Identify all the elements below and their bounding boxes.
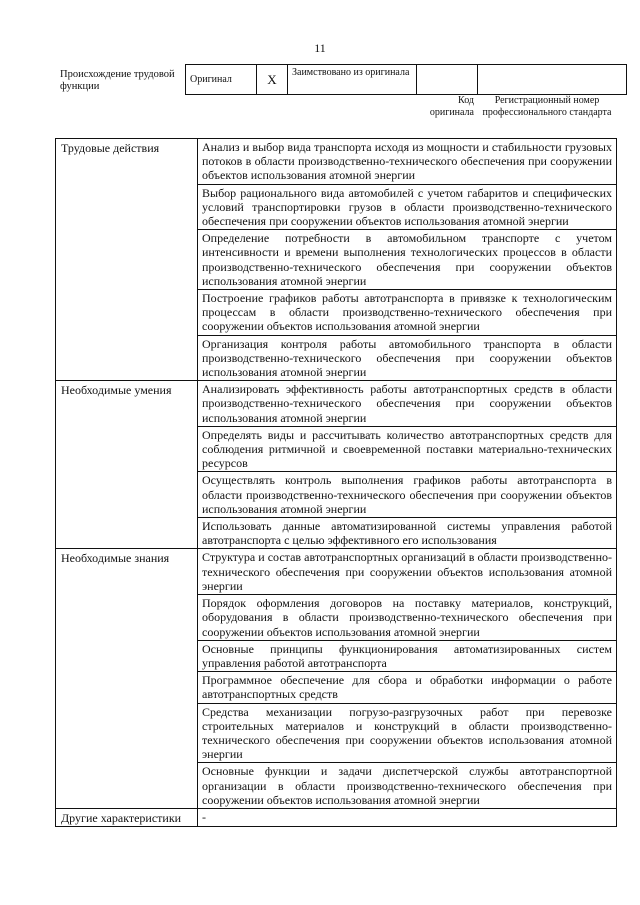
borrowed-cell: Заимствовано из оригинала <box>288 65 417 95</box>
section-label: Трудовые действия <box>56 139 198 381</box>
section-item: Осуществлять контроль выполнения графиков работы автотранспорта в области производственно-технического обеспечения при сооружении объектов использования атомной энергии <box>198 472 617 518</box>
origin-table <box>185 64 627 95</box>
section-item: Организация контроля работы автомобильного транспорта в области производственно-технического обеспечения при сооружении объектов использования атомной энергии <box>198 335 617 381</box>
original-cell: Оригинал <box>186 65 257 95</box>
reg-number-cell <box>478 65 627 95</box>
table-row <box>56 549 617 595</box>
section-item: Анализ и выбор вида транспорта исходя из мощности и стабильности грузовых потоков в области производственно-технического обеспечения при сооружении объектов использования атомной энергии <box>198 139 617 185</box>
section-item: Построение графиков работы автотранспорта в привязке к технологическим процессам в области производственно-технического обеспечения при сооружении объектов использования атомной энергии <box>198 290 617 336</box>
section-item: Определение потребности в автомобильном транспорте с учетом интенсивности и времени выполнения технологических процессов в области производственно-технического обеспечения при сооружении объектов использования атомной энергии <box>198 230 617 290</box>
section-item: Анализировать эффективность работы автотранспортных средств в области производственно-технического обеспечения при сооружении объектов использования атомной энергии <box>198 381 617 427</box>
labor-function-table <box>55 138 617 827</box>
section-item: Средства механизации погрузо-разгрузочных работ при перевозке строительных материалов и конструкций в области производственно-технического обеспечения при сооружении объектов использования атомной энергии <box>198 703 617 763</box>
section-item: Основные функции и задачи диспетчерской службы автотранспортной организации в области производственно-технического обеспечения при сооружении объектов использования атомной энергии <box>198 763 617 809</box>
section-item: Выбор рационального вида автомобилей с учетом габаритов и специфических условий транспортировки грузов в области производственно-технического обеспечения при сооружении объектов использования атомной энергии <box>198 184 617 230</box>
section-item: Порядок оформления договоров на поставку материалов, конструкций, оборудования в области производственно-технического обеспечения при сооружении объектов использования атомной энергии <box>198 595 617 641</box>
section-label: Необходимые знания <box>56 549 198 808</box>
section-item: Использовать данные автоматизированной системы управления работой автотранспорта с целью эффективного его использования <box>198 518 617 549</box>
code-cell <box>417 65 478 95</box>
section-item: Программное обеспечение для сбора и обработки информации о работе автотранспортных средств <box>198 672 617 703</box>
section-item: Определять виды и рассчитывать количество автотранспортных средств для соблюдения ритмичной и своевременной поставки материально-технических ресурсов <box>198 426 617 472</box>
reg-number-caption: Регистрационный номер профессионального стандарта <box>482 95 612 118</box>
code-caption: Код оригинала <box>429 95 474 118</box>
table-row <box>56 139 617 185</box>
original-mark: X <box>257 65 288 95</box>
section-item: Структура и состав автотранспортных организаций в области производственно-технического обеспечения при сооружении объектов использования атомной энергии <box>198 549 617 595</box>
origin-label: Происхождение трудовой функции <box>60 69 175 92</box>
section-label: Другие характеристики <box>56 808 198 826</box>
section-label: Необходимые умения <box>56 381 198 549</box>
section-item: - <box>198 808 617 826</box>
table-row <box>56 381 617 427</box>
section-item: Основные принципы функционирования автоматизированных систем управления работой автотранспорта <box>198 640 617 671</box>
table-row <box>56 808 617 826</box>
page-number: 11 <box>314 41 326 55</box>
